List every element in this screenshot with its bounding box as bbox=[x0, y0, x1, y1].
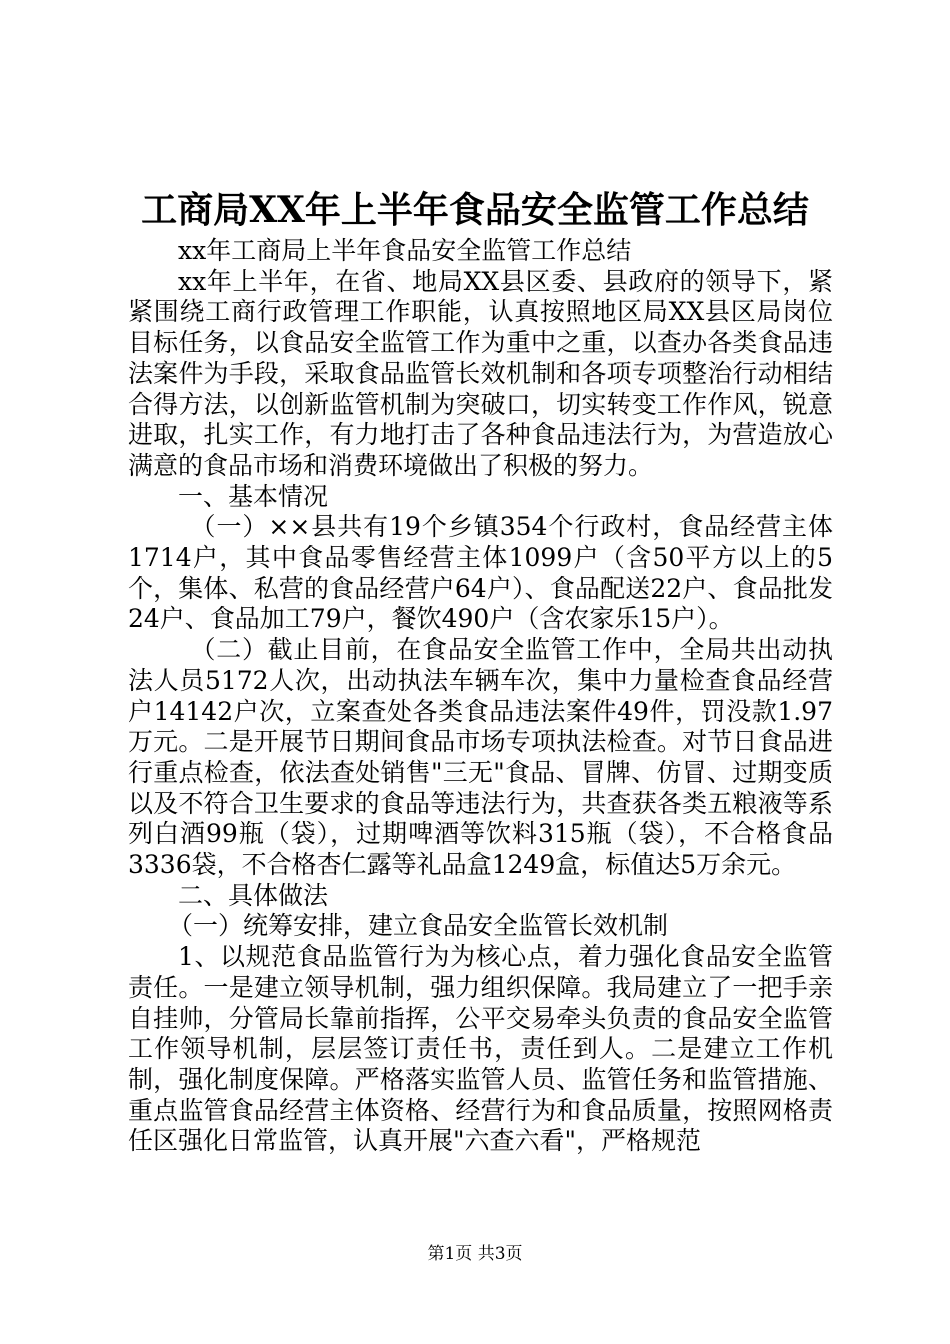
paragraph-subtitle: xx年工商局上半年食品安全监管工作总结 bbox=[178, 236, 632, 265]
paragraph-methods-1: 1、以规范食品监管行为为核心点，着力强化食品安全监管责任。一是建立领导机制，强力组织保障。我局建立了一把手亲自挂帅，分管局长靠前指挥，公平交易牵头负责的食品安全监管工作领导机制，层层签订责任书，责任到人。二是建立工作机制，强化制度保障。严格落实监管人员、监管任务和监管措施、重点监管食品经营主体资格、经营行为和食品质量，按照网格责任区强化日常监管，认真开展"六查六看"，严格规范 bbox=[128, 942, 833, 1156]
document-title: 工商局XX年上半年食品安全监管工作总结 bbox=[141, 189, 809, 231]
paragraph-intro: xx年上半年，在省、地局XX县区委、县政府的领导下，紧紧围绕工商行政管理工作职能，认真按照地区局XX县区局岗位目标任务，以食品安全监管工作为重中之重，以查办各类食品违法案件为手段，采取食品监管长效机制和各项专项整治行动相结合得方法，以创新监管机制为突破口，切实转变工作作风，锐意进取，扎实工作，有力地打击了各种食品违法行为，为营造放心满意的食品市场和消费环境做出了积极的努力。 bbox=[128, 266, 833, 480]
paragraph-basic-2: （二）截止目前，在食品安全监管工作中，全局共出动执法人员5172人次，出动执法车辆车次，集中力量检查食品经营户14142户次，立案查处各类食品违法案件49件，罚没款1.97万元。二是开展节日期间食品市场专项执法检查。对节日食品进行重点检查，依法查处销售"三无"食品、冒牌、仿冒、过期变质以及不符合卫生要求的食品等违法行为，共查获各类五粮液等系列白酒99瓶（袋），过期啤酒等饮料315瓶（袋），不合格食品3336袋，不合格杏仁露等礼品盒1249盒，标值达5万余元。 bbox=[128, 635, 833, 880]
section-heading-methods: 二、具体做法 bbox=[178, 880, 329, 910]
document-body bbox=[128, 236, 833, 1157]
section-heading-basic: 一、基本情况 bbox=[178, 481, 329, 511]
paragraph-basic-1: （一）××县共有19个乡镇354个行政村，食品经营主体1714户，其中食品零售经营主体1099户（含50平方以上的5个，集体、私营的食品经营户64户）、食品配送22户、食品批发24户、食品加工79户，餐饮490户（含农家乐15户）。 bbox=[128, 512, 833, 634]
subsection-heading: （一）统筹安排，建立食品安全监管长效机制 bbox=[168, 911, 669, 941]
page-footer: 第1页 共3页 bbox=[427, 1244, 523, 1264]
